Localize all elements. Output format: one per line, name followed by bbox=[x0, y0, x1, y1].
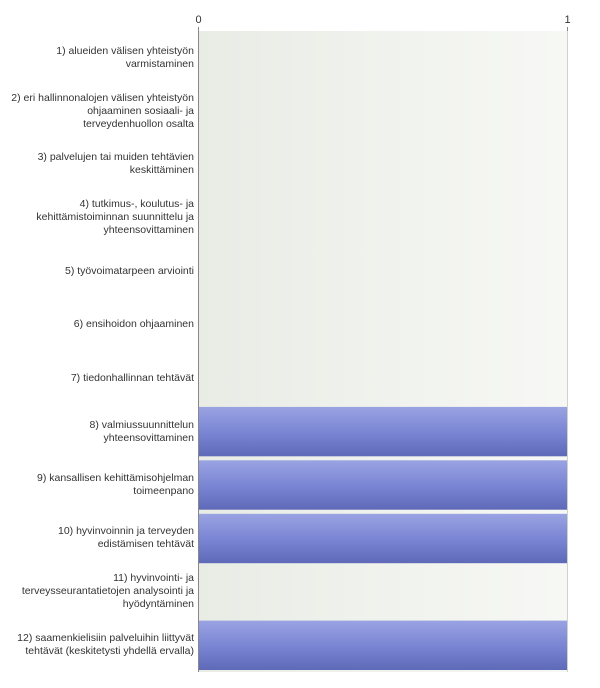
category-label: 5) työvoimatarpeen arviointi bbox=[65, 264, 194, 277]
bar bbox=[198, 407, 567, 456]
tick-label: 0 bbox=[195, 14, 202, 26]
bar bbox=[198, 460, 567, 509]
category-label: 7) tiedonhallinnan tehtävät bbox=[70, 371, 194, 384]
category-label: 2) eri hallinnonalojen välisen yhteistyön ohjaaminen sosiaali- ja terveydenhuollon osalta bbox=[11, 91, 194, 130]
category-label: 8) valmiussuunnittelun yhteensovittaminen bbox=[89, 418, 194, 444]
category-label: 12) saamenkielisiin palveluihin liittyvät tehtävät (keskitetysti yhdellä ervalla) bbox=[17, 632, 194, 658]
bar bbox=[198, 621, 567, 670]
bars bbox=[198, 407, 567, 670]
category-label: 4) tutkimus-, koulutus- ja kehittämistoiminnan suunnittelu ja yhteensovittaminen bbox=[36, 198, 194, 237]
plot-background bbox=[198, 31, 567, 672]
tick-label: 1 bbox=[564, 14, 571, 26]
category-label: 10) hyvinvoinnin ja terveyden edistämisen tehtävät bbox=[58, 525, 194, 551]
category-label: 3) palvelujen tai muiden tehtävien keskittäminen bbox=[37, 151, 194, 177]
category-label: 1) alueiden välisen yhteistyön varmistaminen bbox=[56, 44, 194, 70]
category-label: 6) ensihoidon ohjaaminen bbox=[73, 318, 194, 331]
category-label: 11) hyvinvointi- ja terveysseurantatietojen analysointi ja hyödyntäminen bbox=[21, 572, 194, 611]
x-axis-ticks bbox=[195, 14, 570, 31]
bar bbox=[198, 514, 567, 563]
category-label: 9) kansallisen kehittämisohjelman toimeenpano bbox=[37, 471, 194, 497]
